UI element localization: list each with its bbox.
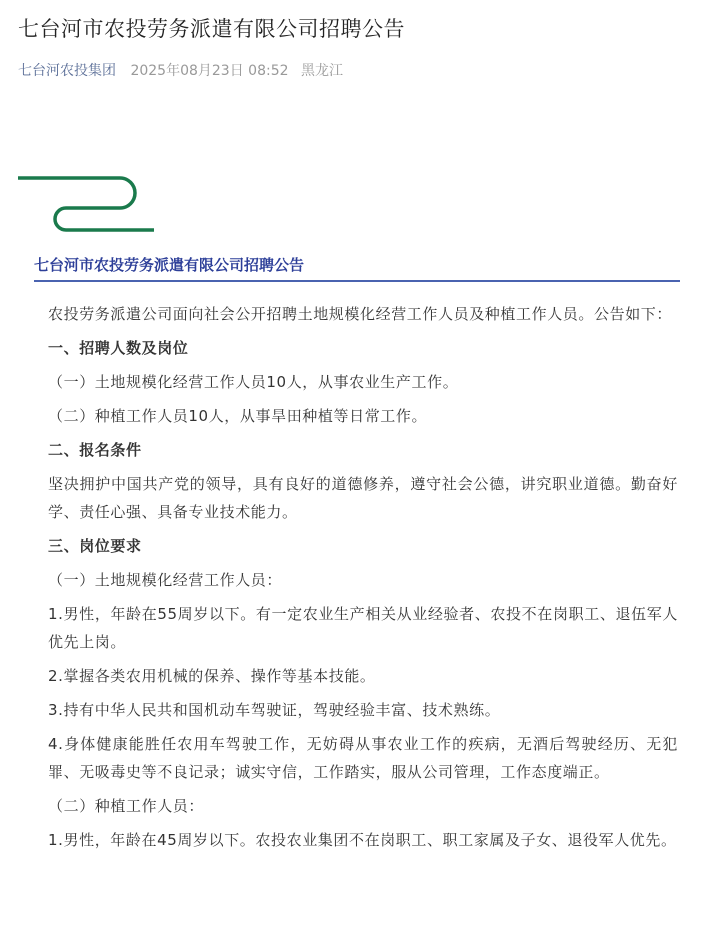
heading-requirements: 三、岗位要求 [48, 537, 142, 555]
article-title: 七台河市农投劳务派遣有限公司招聘公告 [18, 17, 405, 41]
intro-paragraph: 农投劳务派遣公司面向社会公开招聘土地规模化经营工作人员及种植工作人员。公告如下： [48, 305, 673, 323]
list-item: 1.男性，年龄在55周岁以下。有一定农业生产相关从业经验者、农投不在岗职工、退伍军人优先上岗。 [48, 605, 678, 651]
subheading-planting-staff: （二）种植工作人员： [48, 797, 205, 815]
section-title: 七台河市农投劳务派遣有限公司招聘公告 [34, 256, 305, 274]
list-item: （二）种植工作人员10人，从事旱田种植等日常工作。 [48, 407, 428, 425]
heading-positions: 一、招聘人数及岗位 [48, 339, 189, 357]
decorative-wave-line [18, 178, 154, 230]
list-item: 2.掌握各类农用机械的保养、操作等基本技能。 [48, 667, 376, 685]
list-item: 3.持有中华人民共和国机动车驾驶证，驾驶经验丰富、技术熟练。 [48, 701, 501, 719]
list-item: 4.身体健康能胜任农用车驾驶工作，无妨碍从事农业工作的疾病，无酒后驾驶经历、无犯罪、无吸毒史等不良记录；诚实守信，工作踏实，服从公司管理，工作态度端正。 [48, 735, 678, 781]
region-label: 黑龙江 [300, 63, 343, 79]
list-item: 1.男性，年龄在45周岁以下。农投农业集团不在岗职工、职工家属及子女、退役军人优先。 [48, 831, 677, 849]
list-item: （一）土地规模化经营工作人员10人，从事农业生产工作。 [48, 373, 459, 391]
decorative-wave-graphic [16, 170, 156, 232]
article-meta [18, 60, 343, 80]
conditions-paragraph: 坚决拥护中国共产党的领导，具有良好的道德修养，遵守社会公德，讲究职业道德。勤奋好学、责任心强、具备专业技术能力。 [48, 475, 678, 521]
publish-date: 2025年08月23日 08:52 [130, 63, 289, 79]
heading-conditions: 二、报名条件 [48, 441, 142, 459]
section-header [34, 254, 680, 282]
article-body [48, 300, 678, 860]
source-link[interactable]: 七台河农投集团 [18, 63, 116, 79]
subheading-land-staff: （一）土地规模化经营工作人员： [48, 571, 283, 589]
